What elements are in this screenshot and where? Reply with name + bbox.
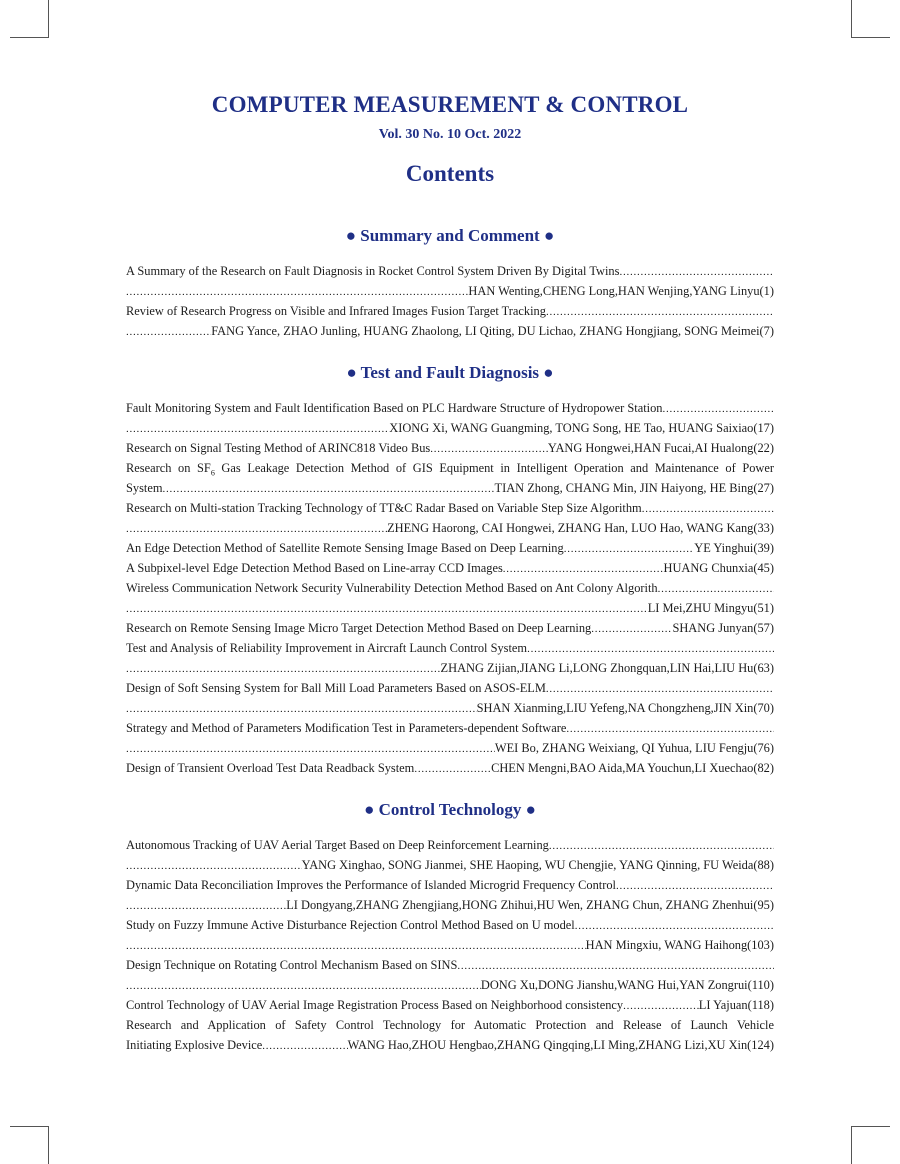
- section-entries-test: [126, 398, 774, 778]
- article-title-line[interactable]: Dynamic Data Reconciliation Improves the Performance of Islanded Microgrid Frequency Control . . .: [126, 875, 774, 895]
- article-title-line[interactable]: Research on $SF_6$ Gas Leakage Detection Method of GIS Equipment in Intelligent Operation and Maintenance of Power: [126, 461, 774, 478]
- article-author-line: . . . YANG Xinghao, SONG Jianmei, SHE Haoping, WU Chengjie, YANG Qinning, FU Weida(88): [126, 855, 774, 875]
- article-title-line[interactable]: Autonomous Tracking of UAV Aerial Target Based on Deep Reinforcement Learning . . .: [126, 835, 774, 855]
- article-author-line: Initiating Explosive Device . . . WANG Hao,ZHOU Hengbao,ZHANG Qingqing,LI Ming,ZHANG Lizi,XU Xin(124): [126, 1035, 774, 1055]
- section-entries-summary: [126, 261, 774, 341]
- article-author-line: . . . HAN Mingxiu, WANG Haihong(103): [126, 935, 774, 955]
- contents-heading: Contents: [405, 161, 495, 186]
- article-title-line[interactable]: Design Technique on Rotating Control Mechanism Based on SINS . . .: [126, 955, 774, 975]
- article-title-line[interactable]: Fault Monitoring System and Fault Identification Based on PLC Hardware Structure of Hydropower Station . . .: [126, 398, 774, 418]
- crop-mark: [10, 1126, 49, 1127]
- article-title-line[interactable]: Strategy and Method of Parameters Modification Test in Parameters-dependent Software . . .: [126, 718, 774, 738]
- crop-mark: [48, 1126, 49, 1164]
- page-header: [0, 92, 900, 187]
- article-author-line: . . . SHAN Xianming,LIU Yefeng,NA Chongzheng,JIN Xin(70): [126, 698, 774, 718]
- article-title-line[interactable]: Research and Application of Safety Control Technology for Automatic Protection and Release of Launch Vehicle: [126, 1018, 774, 1032]
- crop-mark: [851, 0, 852, 38]
- section-entries-control: [126, 835, 774, 1055]
- article-title-line[interactable]: A Summary of the Research on Fault Diagnosis in Rocket Control System Driven By Digital Twins . . .: [126, 261, 774, 281]
- crop-mark: [48, 0, 49, 38]
- article-line[interactable]: Control Technology of UAV Aerial Image Registration Process Based on Neighborhood consistency . . . LI Yajuan(118): [126, 995, 774, 1015]
- article-author-line: . . . ZHANG Zijian,JIANG Li,LONG Zhongquan,LIN Hai,LIU Hu(63): [126, 658, 774, 678]
- article-line[interactable]: An Edge Detection Method of Satellite Remote Sensing Image Based on Deep Learning . . . YE Yinghui(39): [126, 538, 774, 558]
- article-author-line: . . . XIONG Xi, WANG Guangming, TONG Song, HE Tao, HUANG Saixiao(17): [126, 418, 774, 438]
- article-line[interactable]: Research on Remote Sensing Image Micro Target Detection Method Based on Deep Learning . . . SHANG Junyan(57): [126, 618, 774, 638]
- article-author-line: . . . LI Dongyang,ZHANG Zhengjiang,HONG Zhihui,HU Wen, ZHANG Chun, ZHANG Zhenhui(95): [126, 895, 774, 915]
- crop-mark: [851, 1126, 890, 1127]
- section-heading-test: ● Test and Fault Diagnosis ●: [346, 363, 554, 382]
- article-author-line: System . . . TIAN Zhong, CHANG Min, JIN Haiyong, HE Bing(27): [126, 478, 774, 498]
- article-author-line: . . . LI Mei,ZHU Mingyu(51): [126, 598, 774, 618]
- crop-mark: [851, 1126, 852, 1164]
- section-heading-summary: ● Summary and Comment ●: [345, 226, 555, 245]
- section-heading-control: ● Control Technology ●: [364, 800, 536, 819]
- journal-title: COMPUTER MEASUREMENT & CONTROL: [211, 92, 689, 117]
- article-author-line: . . . WEI Bo, ZHANG Weixiang, QI Yuhua, LIU Fengju(76): [126, 738, 774, 758]
- crop-mark: [851, 37, 890, 38]
- article-title-line[interactable]: Review of Research Progress on Visible and Infrared Images Fusion Target Tracking . . .: [126, 301, 774, 321]
- article-line[interactable]: A Subpixel-level Edge Detection Method Based on Line-array CCD Images . . . HUANG Chunxia(45): [126, 558, 774, 578]
- journal-issue: Vol. 30 No. 10 Oct. 2022: [378, 127, 522, 142]
- article-title-line[interactable]: Research on Multi-station Tracking Technology of TT&C Radar Based on Variable Step Size Algorithm . . .: [126, 498, 774, 518]
- article-author-line: . . . DONG Xu,DONG Jianshu,WANG Hui,YAN Zongrui(110): [126, 975, 774, 995]
- article-title-line[interactable]: Study on Fuzzy Immune Active Disturbance Rejection Control Method Based on U model . . .: [126, 915, 774, 935]
- article-line[interactable]: Design of Transient Overload Test Data Readback System . . . CHEN Mengni,BAO Aida,MA Youchun,LI Xuechao(82): [126, 758, 774, 778]
- article-title-line[interactable]: Wireless Communication Network Security Vulnerability Detection Method Based on Ant Colony Algorith . . .: [126, 578, 774, 598]
- article-title-line[interactable]: Test and Analysis of Reliability Improvement in Aircraft Launch Control System . . .: [126, 638, 774, 658]
- article-title-line[interactable]: Design of Soft Sensing System for Ball Mill Load Parameters Based on ASOS-ELM . . .: [126, 678, 774, 698]
- article-author-line: . . . ZHENG Haorong, CAI Hongwei, ZHANG Han, LUO Hao, WANG Kang(33): [126, 518, 774, 538]
- article-author-line: . . . HAN Wenting,CHENG Long,HAN Wenjing,YANG Linyu(1): [126, 281, 774, 301]
- article-author-line: . . . FANG Yance, ZHAO Junling, HUANG Zhaolong, LI Qiting, DU Lichao, ZHANG Hongjiang, SONG Meimei(7): [126, 321, 774, 341]
- crop-mark: [10, 37, 49, 38]
- article-line[interactable]: Research on Signal Testing Method of ARINC818 Video Bus . . . YANG Hongwei,HAN Fucai,AI Hualong(22): [126, 438, 774, 458]
